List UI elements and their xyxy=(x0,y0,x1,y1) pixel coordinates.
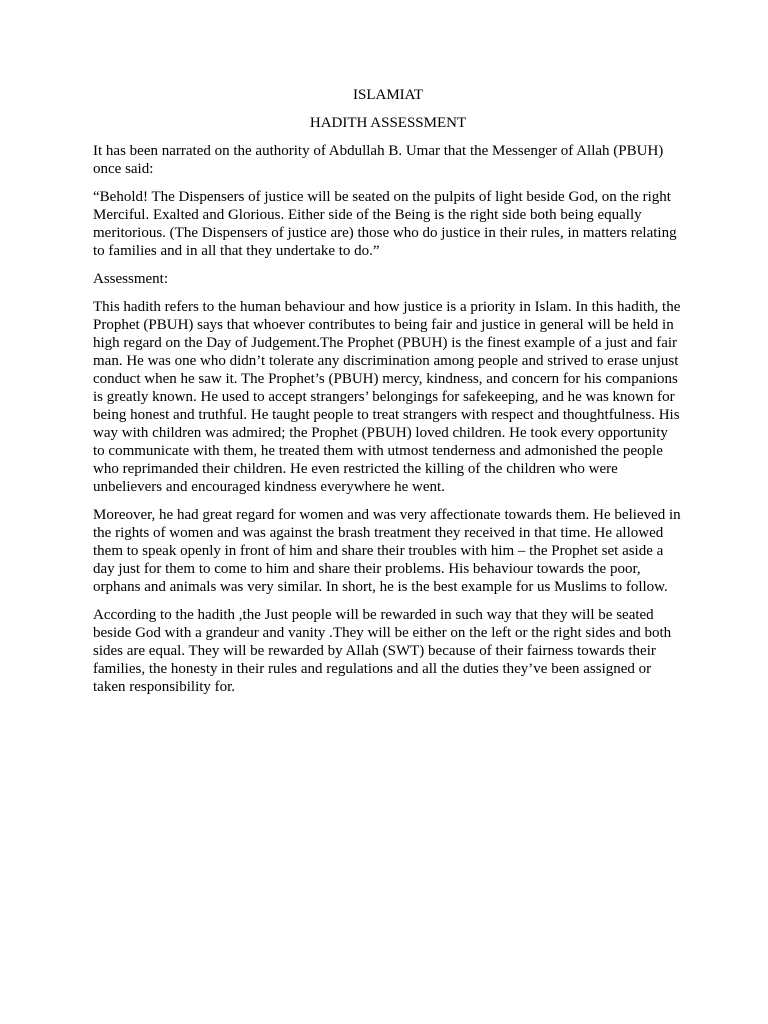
document-title: ISLAMIAT xyxy=(353,87,423,103)
intro-paragraph: It has been narrated on the authority of Abdullah B. Umar that the Messenger of Allah (PBUH) once said: xyxy=(93,143,664,177)
assessment-paragraph-1: This hadith refers to the human behaviour and how justice is a priority in Islam. In this hadith, the Prophet (PBUH) says that whoever contributes to being fair and justice in general will be held in high regard on the Day of Judgement.The Prophet (PBUH) is the finest example of a just and fair man. He was one who didn’t tolerate any discrimination among people and strived to erase unjust conduct when he saw it. The Prophet’s (PBUH) mercy, kindness, and concern for his companions is greatly known. He used to accept strangers’ belongings for safekeeping, and he was known for being honest and truthful. He taught people to treat strangers with respect and thoughtfulness. His way with children was admired; the Prophet (PBUH) loved children. He took every opportunity to communicate with them, he treated them with utmost tenderness and admonished the people who reprimanded their children. He even restricted the killing of the children who were unbelievers and encouraged kindness everywhere he went. xyxy=(93,299,681,495)
assessment-heading: Assessment: xyxy=(93,271,168,287)
hadith-quote: “Behold! The Dispensers of justice will be seated on the pulpits of light beside God, on the right Merciful. Exalted and Glorious. Either side of the Being is the right side both being equally meritorious. (The Dispensers of justice are) those who do justice in their rules, in matters relating to families and in all that they undertake to do.” xyxy=(93,189,677,259)
assessment-paragraph-3: According to the hadith ,the Just people will be rewarded in such way that they will be seated beside God with a grandeur and vanity .They will be either on the left or the right sides and both sides are equal. They will be rewarded by Allah (SWT) because of their fairness towards their families, the honesty in their rules and regulations and all the duties they’ve been assigned or taken responsibility for. xyxy=(93,607,672,695)
document-page xyxy=(93,86,683,706)
assessment-paragraph-2: Moreover, he had great regard for women and was very affectionate towards them. He believed in the rights of women and was against the brash treatment they received in that time. He allowed them to speak openly in front of him and share their troubles with him – the Prophet set aside a day just for them to come to him and share their problems. His behaviour towards the poor, orphans and animals was very similar. In short, he is the best example for us Muslims to follow. xyxy=(93,507,681,595)
document-subtitle: HADITH ASSESSMENT xyxy=(309,115,467,131)
